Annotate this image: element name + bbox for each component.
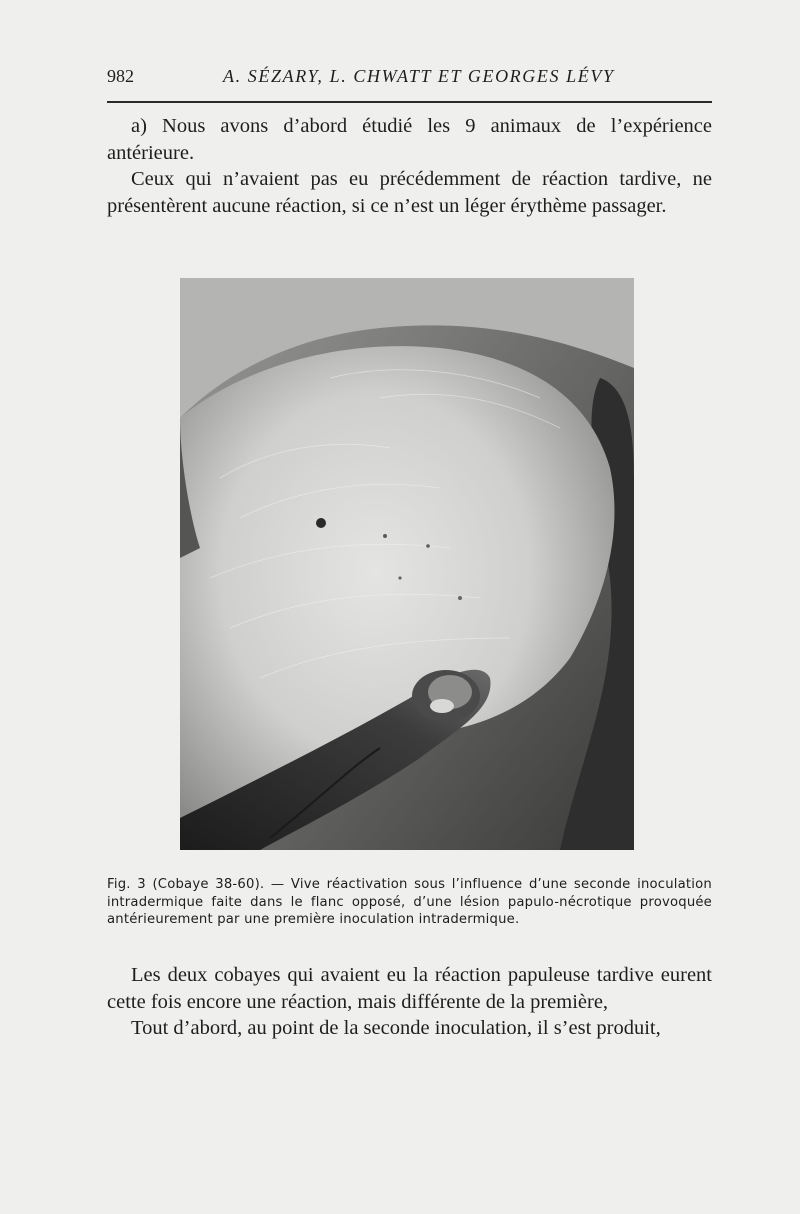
- paragraph-a: a) Nous avons d’abord étudié les 9 animaux de l’expérience antérieure.: [107, 115, 712, 164]
- figure-caption: [107, 876, 712, 929]
- running-header: [107, 66, 712, 96]
- caption-text: Fig. 3 (Cobaye 38-60). — Vive réactivation sous l’influence d’une seconde inoculation intradermique faite dans le flanc opposé, d’une lésion papulo-nécrotique provoquée antérieurement par une première inoculation intradermique.: [107, 877, 712, 927]
- running-head: A. SÉZARY, L. CHWATT ET GEORGES LÉVY: [223, 66, 615, 86]
- header-rule: [107, 101, 712, 103]
- figure-photograph: [180, 278, 634, 850]
- guinea-pig-photo: [180, 278, 634, 850]
- body-text-bottom: [107, 962, 712, 1042]
- page-number: 982: [107, 66, 134, 86]
- paragraph-d: Tout d’abord, au point de la seconde inoculation, il s’est produit,: [131, 1017, 661, 1039]
- paragraph-c: Les deux cobayes qui avaient eu la réaction papuleuse tardive eurent cette fois encore une réaction, mais différente de la première,: [107, 964, 712, 1013]
- body-text-top: [107, 113, 712, 219]
- paragraph-b: Ceux qui n’avaient pas eu précédemment de réaction tardive, ne présentèrent aucune réaction, si ce n’est un léger érythème passager.: [107, 168, 712, 217]
